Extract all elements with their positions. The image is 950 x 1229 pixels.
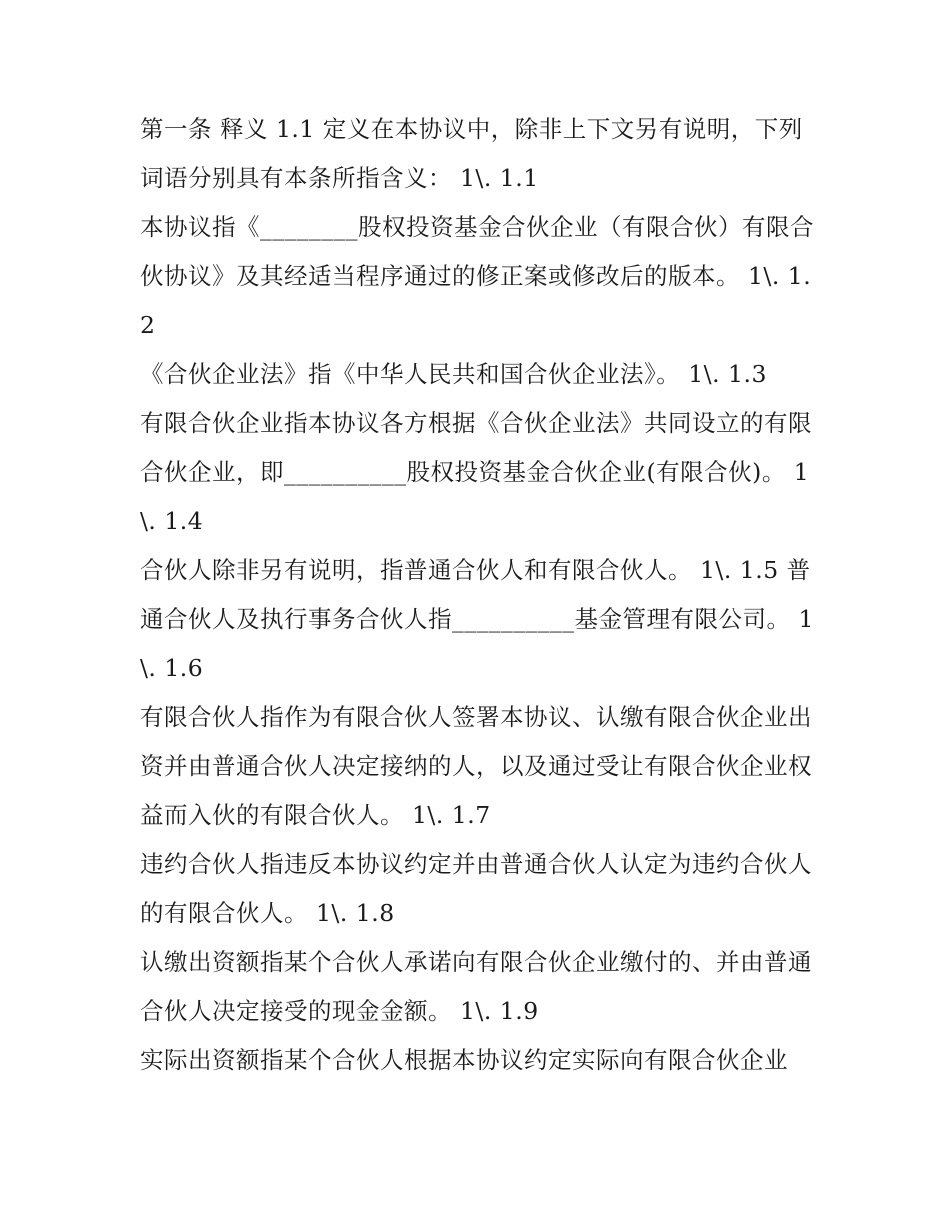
paragraph-limited-partner-definition: 有限合伙人指作为有限合伙人签署本协议、认缴有限合伙企业出资并由普通合伙人决定接纳的人，以及通过受让有限合伙企业权益而入伙的有限合伙人。 1\. 1.7 bbox=[140, 703, 812, 829]
paragraph-paid-capital-definition: 实际出资额指某个合伙人根据本协议约定实际向有限合伙企业 bbox=[140, 1046, 788, 1074]
paragraph-partner-definition: 合伙人除非另有说明，指普通合伙人和有限合伙人。 1\. 1.5 普通合伙人及执行事务合伙人指__________基金管理有限公司。 1\. 1.6 bbox=[140, 556, 814, 682]
paragraph-subscribed-capital-definition: 认缴出资额指某个合伙人承诺向有限合伙企业缴付的、并由普通合伙人决定接受的现金金额。 1\. 1.9 bbox=[140, 948, 812, 1025]
paragraph-defaulting-partner-definition: 违约合伙人指违反本协议约定并由普通合伙人认定为违约合伙人的有限合伙人。 1\. 1.8 bbox=[140, 850, 812, 927]
paragraph-partnership-law-definition: 《合伙企业法》指《中华人民共和国合伙企业法》。 1\. 1.3 bbox=[140, 360, 767, 388]
paragraph-definitions-intro: 第一条 释义 1.1 定义在本协议中，除非上下文另有说明，下列词语分别具有本条所指含义： 1\. 1.1 bbox=[140, 115, 803, 192]
paragraph-limited-partnership-definition: 有限合伙企业指本协议各方根据《合伙企业法》共同设立的有限合伙企业，即__________股权投资基金合伙企业(有限合伙)。 1\. 1.4 bbox=[140, 409, 812, 535]
document-body bbox=[140, 105, 820, 1085]
paragraph-agreement-definition: 本协议指《________股权投资基金合伙企业（有限合伙）有限合伙协议》及其经适当程序通过的修正案或修改后的版本。 1\. 1.2 bbox=[140, 213, 814, 339]
